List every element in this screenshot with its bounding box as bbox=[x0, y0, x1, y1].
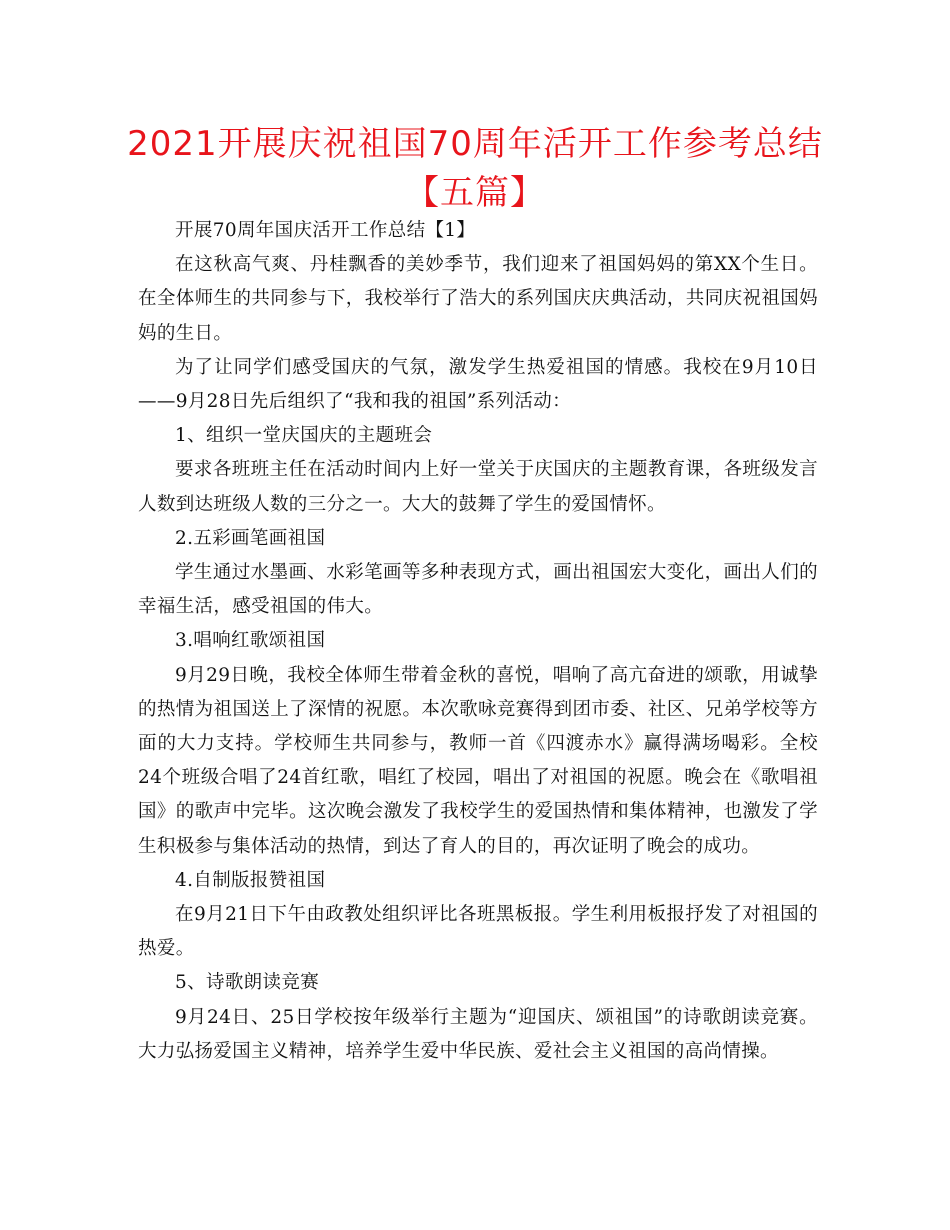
section-heading: 开展70周年国庆活开工作总结【1】 bbox=[175, 220, 476, 241]
body-paragraph: 9月24日、25日学校按年级举行主题为“迎国庆、颂祖国”的诗歌朗读竞赛。大力弘扬爱国主义精神，培养学生爱中华民族、爱社会主义祖国的高尚情操。 bbox=[138, 1006, 818, 1062]
body-paragraph: 要求各班班主任在活动时间内上好一堂关于庆国庆的主题教育课，各班级发言人数到达班级人数的三分之一。大大的鼓舞了学生的爱国情怀。 bbox=[138, 459, 818, 515]
section-heading: 5、诗歌朗读竞赛 bbox=[175, 972, 320, 994]
body-paragraph: 学生通过水墨画、水彩笔画等多种表现方式，画出祖国宏大变化，画出人们的幸福生活，感受祖国的伟大。 bbox=[138, 562, 818, 618]
body-paragraph: 在这秋高气爽、丹桂飘香的美妙季节，我们迎来了祖国妈妈的第XX个生日。在全体师生的共同参与下，我校举行了浩大的系列国庆庆典活动，共同庆祝祖国妈妈的生日。 bbox=[138, 254, 818, 344]
document-title: 2021开展庆祝祖国70周年活开工作参考总结【五篇】 bbox=[127, 124, 823, 213]
section-heading: 3.唱响红歌颂祖国 bbox=[175, 630, 326, 652]
document-body bbox=[138, 214, 818, 1069]
body-paragraph: 为了让同学们感受国庆的气氛，激发学生热爱祖国的情感。我校在9月10日——9月28日先后组织了“我和我的祖国”系列活动： bbox=[138, 356, 818, 413]
body-paragraph: 9月29日晚，我校全体师生带着金秋的喜悦，唱响了高亢奋进的颂歌，用诚挚的热情为祖国送上了深情的祝愿。本次歌咏竞赛得到团市委、社区、兄弟学校等方面的大力支持。学校师生共同参与，教师一首《四渡赤水》赢得满场喝彩。全校24个班级合唱了24首红歌，唱红了校园，唱出了对祖国的祝愿。晚会在《歌唱祖国》的歌声中完毕。这次晚会激发了我校学生的爱国热情和集体精神，也激发了学生积极参与集体活动的热情，到达了育人的目的，再次证明了晚会的成功。 bbox=[138, 664, 818, 857]
section-heading: 2.五彩画笔画祖国 bbox=[175, 527, 326, 549]
section-heading: 4.自制版报赞祖国 bbox=[175, 869, 326, 891]
section-heading: 1、组织一堂庆国庆的主题班会 bbox=[175, 425, 433, 447]
body-paragraph: 在9月21日下午由政教处组织评比各班黑板报。学生利用板报抒发了对祖国的热爱。 bbox=[138, 904, 818, 960]
